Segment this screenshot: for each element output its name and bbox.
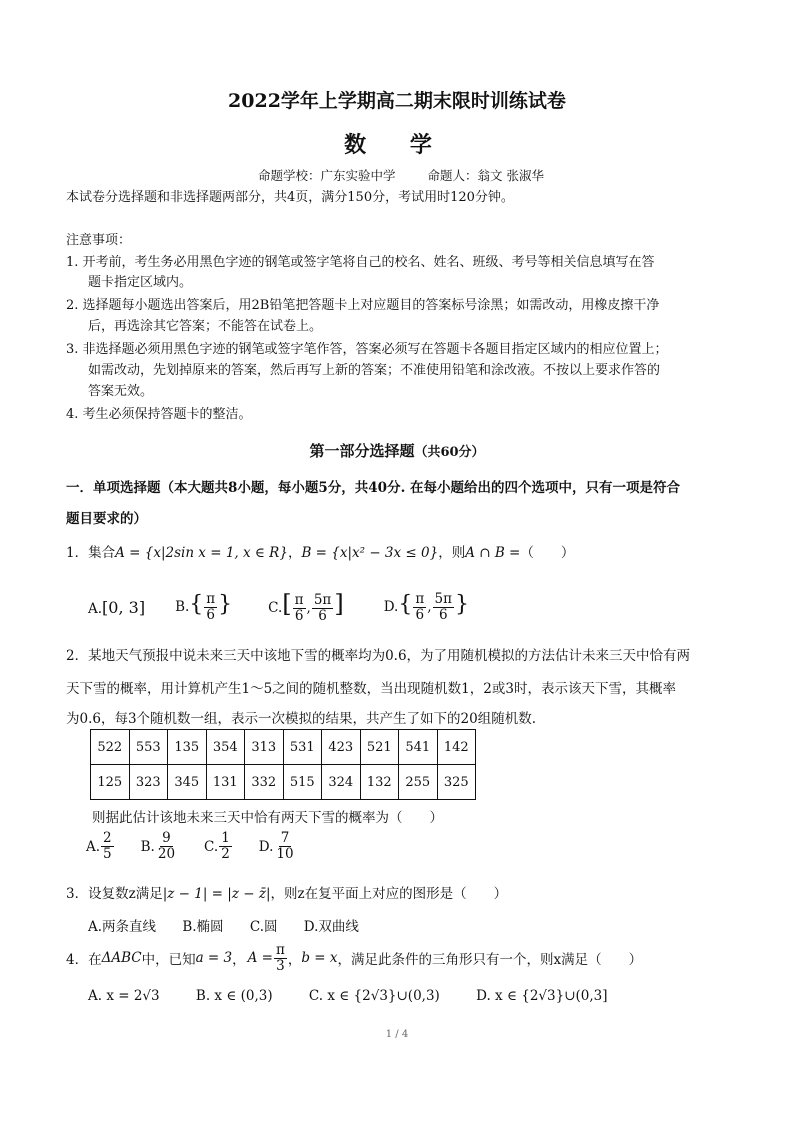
note-1a: 1. 开考前，考生务必用黑色字迹的钢笔或签字笔将自己的校名、姓名、班级、考号等相关信息填写在答 bbox=[66, 255, 655, 270]
q3-text2: ，则z在复平面上对应的图形是（ ） bbox=[270, 886, 508, 902]
q4-triangle: ΔABC bbox=[101, 950, 142, 966]
q1-ask: A ∩ B = bbox=[465, 545, 521, 561]
table-cell: 135 bbox=[168, 730, 207, 765]
q3-expr: |z − 1| = |z − z̄| bbox=[162, 886, 271, 902]
notes-heading: 注意事项： bbox=[66, 233, 132, 248]
question-4: 4．在 ΔABC 中，已知 a = 3 ， A = $\frac{\pi}{3}$ ， b = x ，满足此条件的三角形只有一个，则x满足（ ） bbox=[66, 941, 643, 974]
frac-num: π bbox=[276, 941, 285, 958]
q1-text2: ，则 bbox=[438, 545, 466, 561]
frac-num: π bbox=[206, 590, 216, 607]
exam-subject: 数 学 bbox=[344, 132, 450, 158]
frac-num: 9 bbox=[162, 830, 171, 846]
q4-text3: ，满足此条件的三角形只有一个，则x满足（ ） bbox=[337, 952, 643, 968]
part1-line2: 题目要求的） bbox=[66, 511, 147, 527]
q2-line3: 为0.6，每3个随机数一组，表示一次模拟的结果，共产生了如下的20组随机数. bbox=[66, 711, 537, 727]
school-label: 命题学校：广东实验中学 bbox=[258, 168, 396, 183]
table-cell: 313 bbox=[245, 730, 284, 765]
note-2a: 2. 选择题每小题选出答案后，用2B铅笔把答题卡上对应题目的答案标号涂黑；如需改动，用橡皮擦干净 bbox=[66, 298, 660, 313]
q1-sep: ， bbox=[287, 545, 302, 561]
q2-line1: 2．某地天气预报中说未来三天中该地下雪的概率均为0.6，为了用随机模拟的方法估计未来三天中恰有两 bbox=[66, 648, 691, 664]
q1-option-c-frac1 bbox=[293, 593, 306, 624]
frac-num: 7 bbox=[280, 830, 290, 846]
q4-text1: 4．在 bbox=[66, 952, 102, 968]
frac-den: 6 bbox=[294, 608, 304, 624]
q4-options bbox=[88, 988, 608, 1004]
table-cell: 531 bbox=[283, 730, 322, 765]
table-cell: 423 bbox=[322, 730, 361, 765]
option-label: D. bbox=[258, 838, 274, 855]
table-cell: 541 bbox=[399, 730, 438, 765]
frac-num: π bbox=[415, 590, 425, 607]
table-cell: 132 bbox=[360, 765, 399, 800]
table-cell: 521 bbox=[360, 730, 399, 765]
frac-num: π bbox=[294, 592, 304, 608]
frac-den: 6 bbox=[206, 606, 216, 623]
q3-text1: 3．设复数z满足 bbox=[66, 886, 163, 902]
q4-text2: 中，已知 bbox=[141, 952, 196, 968]
q1-option-c-frac2 bbox=[312, 593, 333, 624]
section-points: （共60分） bbox=[414, 445, 485, 460]
q1-text1: 集合 bbox=[88, 545, 116, 561]
q3-options bbox=[88, 915, 359, 935]
q1-set-b: B = {x|x² − 3x ≤ 0} bbox=[301, 545, 439, 561]
table-cell: 522 bbox=[91, 730, 130, 765]
q3-option-b: B.椭圆 bbox=[182, 919, 224, 935]
q1-option-d: D.{ $\frac{\pi}{6}$ , $\frac{5\pi}{6}$ } bbox=[383, 590, 469, 623]
q1-set-a: A = {x|2sin x = 1, x ∈ R} bbox=[115, 545, 288, 561]
note-3b: 如需改动，先划掉原来的答案，然后再写上新的答案；不准使用铅笔和涂改液。不按以上要求作答的 bbox=[88, 363, 661, 378]
q1-option-a-value: [0, 3] bbox=[102, 597, 146, 617]
part1-line1: 一．单项选择题（本大题共8小题，每小题5分，共40分. 在每小题给出的四个选项中，只有一项是符合 bbox=[66, 480, 680, 496]
q1-option-a-label: A. bbox=[88, 600, 103, 617]
frac-den: 20 bbox=[157, 846, 176, 862]
table-row bbox=[91, 730, 476, 765]
table-cell: 324 bbox=[322, 765, 361, 800]
q1-options bbox=[88, 589, 469, 625]
q1-option-a bbox=[88, 598, 145, 617]
frac-num: 1 bbox=[221, 830, 230, 846]
table-cell: 553 bbox=[129, 730, 168, 765]
table-cell: 125 bbox=[91, 765, 130, 800]
table-cell: 332 bbox=[245, 765, 284, 800]
authors-label: 命题人：翁文 张淑华 bbox=[427, 168, 544, 183]
note-1b: 题卡指定区域内。 bbox=[88, 275, 193, 290]
q1-option-c-label: C. bbox=[268, 600, 283, 616]
note-2b: 后，再选涂其它答案；不能答在试卷上。 bbox=[88, 319, 323, 334]
q2-option-d bbox=[259, 831, 297, 862]
q1-option-c: C.[ $\frac{\pi}{6}$ , $\frac{5\pi}{6}$ ] bbox=[268, 590, 344, 624]
q2-line2: 天下雪的概率，用计算机产生1～5之间的随机整数，当出现随机数1，2或3时，表示该天下雪，其概率 bbox=[66, 681, 676, 697]
note-3c: 答案无效。 bbox=[88, 384, 154, 399]
frac-den: 6 bbox=[318, 608, 327, 624]
q1-option-b-frac bbox=[204, 592, 217, 623]
q4-angle: A = bbox=[247, 950, 273, 966]
section-title-text: 第一部分选择题 bbox=[309, 442, 415, 460]
q4-a: a = 3 bbox=[195, 950, 233, 966]
q1-option-d-frac1 bbox=[413, 592, 426, 623]
intro-text: 本试卷分选择题和非选择题两部分，共4页，满分150分，考试用时120分钟。 bbox=[66, 190, 514, 205]
q1-option-b-label: B. bbox=[175, 598, 190, 615]
table-cell: 354 bbox=[206, 730, 245, 765]
q4-angle-frac bbox=[274, 943, 287, 974]
q2-option-b bbox=[141, 831, 178, 862]
q4-option-d: D. x ∈ {2√3}∪(0,3] bbox=[476, 988, 608, 1004]
q4-option-a: A. x = 2√3 bbox=[88, 988, 160, 1004]
table-cell: 142 bbox=[437, 730, 476, 765]
question-1 bbox=[66, 541, 574, 561]
q3-option-c: C.圆 bbox=[249, 919, 278, 935]
q2-option-a bbox=[86, 831, 115, 862]
note-4: 4. 考生必须保持答题卡的整洁。 bbox=[66, 407, 252, 422]
q1-option-d-frac2 bbox=[433, 592, 454, 623]
frac-den: 10 bbox=[276, 846, 294, 862]
frac-den: 5 bbox=[103, 846, 112, 862]
note-3a: 3. 非选择题必须用黑色字迹的钢笔或签字笔作答，答案必须写在答题卡各题目指定区域内的相应位置上； bbox=[66, 342, 668, 357]
question-3 bbox=[66, 882, 507, 902]
q2-option-c bbox=[204, 831, 233, 862]
q4-option-b: B. x ∈ (0,3) bbox=[195, 988, 273, 1004]
q3-option-d: D.双曲线 bbox=[303, 919, 359, 935]
frac-num: 2 bbox=[103, 830, 112, 846]
page-number: 1 / 4 bbox=[385, 1029, 409, 1040]
q2-options bbox=[86, 831, 323, 862]
option-fraction bbox=[156, 831, 177, 862]
q1-paren: （ ） bbox=[520, 545, 575, 561]
q4-option-c: C. x ∈ {2√3}∪(0,3) bbox=[308, 988, 440, 1004]
table-cell: 255 bbox=[399, 765, 438, 800]
table-cell: 515 bbox=[283, 765, 322, 800]
frac-den: 6 bbox=[438, 606, 448, 623]
exam-title: 2022学年上学期高二期末限时训练试卷 bbox=[228, 90, 566, 112]
option-fraction bbox=[101, 831, 114, 862]
table-cell: 131 bbox=[206, 765, 245, 800]
author-line bbox=[258, 166, 572, 184]
table-cell: 345 bbox=[168, 765, 207, 800]
random-number-table bbox=[90, 729, 476, 800]
frac-den: 3 bbox=[276, 957, 285, 974]
table-cell: 325 bbox=[437, 765, 476, 800]
table-cell: 323 bbox=[129, 765, 168, 800]
option-label: A. bbox=[86, 838, 101, 855]
q1-number: 1． bbox=[66, 545, 89, 561]
frac-den: 2 bbox=[221, 846, 230, 862]
option-label: C. bbox=[204, 838, 219, 855]
q3-option-a: A.两条直线 bbox=[88, 919, 157, 935]
frac-num: 5π bbox=[313, 592, 332, 608]
option-fraction bbox=[219, 831, 232, 862]
q1-option-b: B.{ $\frac{\pi}{6}$ } bbox=[175, 590, 233, 623]
q4-b: b = x bbox=[301, 950, 338, 966]
section-title bbox=[0, 440, 794, 461]
option-label: B. bbox=[140, 838, 155, 855]
q1-option-d-label: D. bbox=[383, 598, 399, 615]
option-fraction bbox=[274, 831, 295, 862]
q2-ask: 则据此估计该地未来三天中恰有两天下雪的概率为（ ） bbox=[92, 810, 443, 826]
frac-den: 6 bbox=[415, 606, 425, 623]
frac-num: 5π bbox=[434, 590, 452, 607]
table-row bbox=[91, 765, 476, 800]
